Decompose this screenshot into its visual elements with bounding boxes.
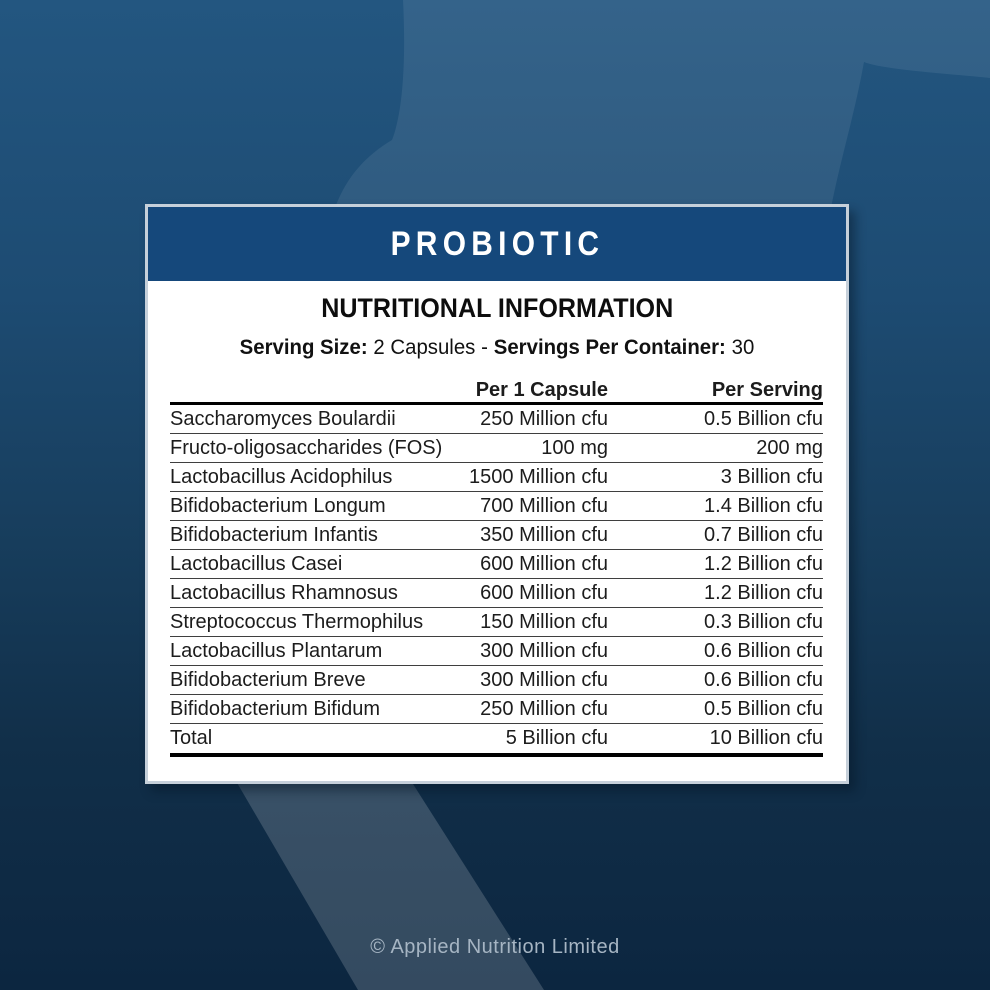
ingredient-name: Total	[170, 727, 213, 749]
per-capsule-value: 300 Million cfu	[480, 639, 608, 662]
table-row	[170, 637, 823, 666]
ingredient-name: Bifidobacterium Breve	[170, 668, 366, 691]
table-row	[170, 492, 823, 521]
serving-separator: -	[481, 336, 488, 359]
per-capsule-value: 1500 Million cfu	[469, 465, 608, 488]
ingredient-name: Bifidobacterium Bifidum	[170, 697, 381, 720]
table-row	[170, 695, 823, 724]
servings-per-container-label: Servings Per Container:	[493, 336, 726, 359]
ingredient-name: Streptococcus Thermophilus	[170, 610, 424, 633]
per-capsule-column-header: Per 1 Capsule	[475, 379, 608, 401]
per-serving-value: 0.6 Billion cfu	[704, 639, 823, 662]
table-row	[170, 521, 823, 550]
product-title: PROBIOTIC	[390, 224, 604, 263]
section-title: NUTRITIONAL INFORMATION	[321, 293, 673, 323]
copyright-text: © Applied Nutrition Limited	[370, 936, 620, 958]
nutrition-table	[170, 379, 823, 757]
table-header-row	[170, 379, 823, 405]
table-row	[170, 405, 823, 434]
ingredient-name: Saccharomyces Boulardii	[170, 407, 396, 430]
per-serving-value: 1.2 Billion cfu	[704, 552, 823, 575]
per-serving-value: 0.7 Billion cfu	[704, 523, 823, 546]
ingredient-name: Bifidobacterium Longum	[170, 494, 386, 517]
per-capsule-value: 350 Million cfu	[480, 523, 608, 546]
per-serving-value: 10 Billion cfu	[709, 727, 823, 749]
ingredient-name: Bifidobacterium Infantis	[170, 523, 378, 546]
per-serving-value: 0.5 Billion cfu	[704, 697, 823, 720]
serving-info	[158, 335, 835, 361]
per-capsule-value: 700 Million cfu	[480, 494, 608, 517]
per-capsule-value: 100 mg	[541, 436, 608, 459]
label-header	[148, 207, 846, 281]
table-row	[170, 434, 823, 463]
per-capsule-value: 600 Million cfu	[480, 581, 608, 604]
servings-per-container-value: 30	[731, 336, 755, 359]
ingredient-name: Lactobacillus Acidophilus	[170, 465, 393, 488]
per-capsule-value: 250 Million cfu	[480, 407, 608, 430]
per-serving-value: 1.2 Billion cfu	[704, 581, 823, 604]
per-capsule-value: 150 Million cfu	[480, 610, 608, 633]
nutrition-label-card	[145, 204, 849, 784]
table-row	[170, 550, 823, 579]
per-serving-value: 1.4 Billion cfu	[704, 494, 823, 517]
serving-size-value: 2 Capsules	[373, 336, 476, 359]
table-row	[170, 579, 823, 608]
per-serving-value: 0.6 Billion cfu	[704, 668, 823, 691]
per-serving-column-header: Per Serving	[711, 379, 823, 401]
per-capsule-value: 5 Billion cfu	[505, 727, 608, 749]
table-body	[170, 405, 823, 757]
per-serving-value: 200 mg	[756, 436, 823, 459]
per-capsule-value: 300 Million cfu	[480, 668, 608, 691]
per-capsule-value: 600 Million cfu	[480, 552, 608, 575]
per-serving-value: 3 Billion cfu	[720, 465, 823, 488]
ingredient-name: Lactobacillus Casei	[170, 552, 343, 575]
ingredient-name: Fructo-oligosaccharides (FOS)	[170, 436, 443, 459]
table-row	[170, 463, 823, 492]
table-row	[170, 608, 823, 637]
serving-size-label: Serving Size:	[239, 336, 368, 359]
ingredient-name: Lactobacillus Plantarum	[170, 639, 383, 662]
per-serving-value: 0.5 Billion cfu	[704, 407, 823, 430]
table-row	[170, 666, 823, 695]
table-row	[170, 724, 823, 753]
per-serving-value: 0.3 Billion cfu	[704, 610, 823, 633]
ingredient-name: Lactobacillus Rhamnosus	[170, 581, 398, 604]
per-capsule-value: 250 Million cfu	[480, 697, 608, 720]
